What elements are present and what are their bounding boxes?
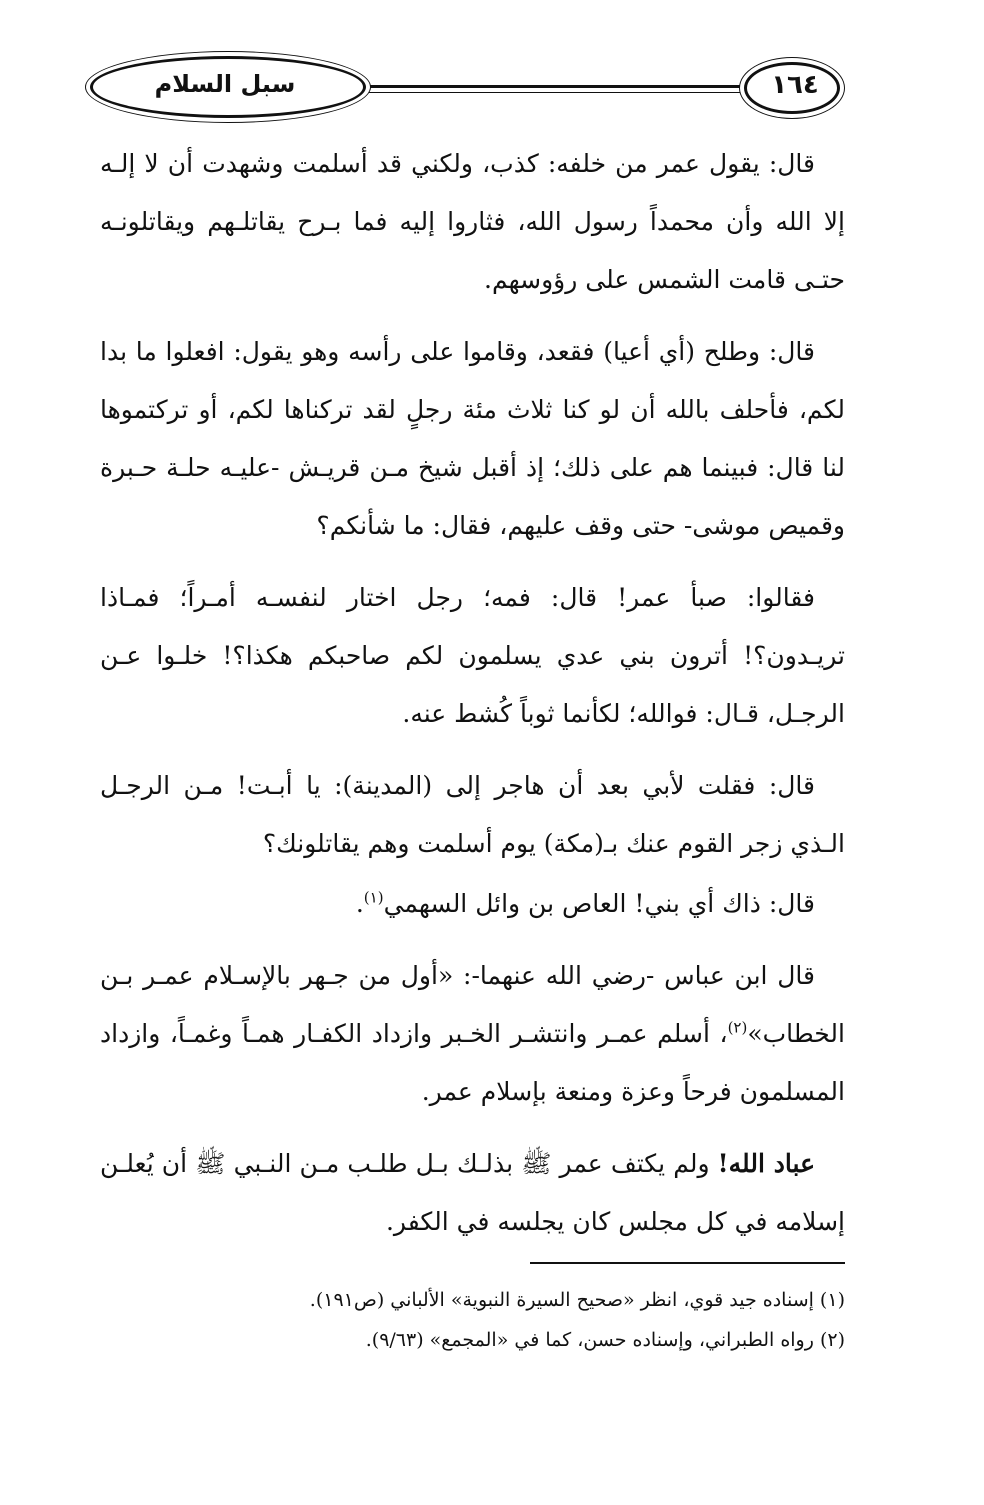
paragraph-4 [100,757,845,873]
paragraph-1 [100,135,845,309]
paragraph-7-lead: عباد الله! [717,1149,815,1178]
header-rule [330,85,740,88]
footnote-ref-1[interactable]: (١) [363,888,384,907]
paragraph-5 [100,875,845,933]
paragraph-7 [100,1135,845,1251]
footnotes [100,1280,845,1360]
paragraph-2-text: قال: وطلح (أي أعيا) فقعد، وقاموا على رأسه وهو يقول: افعلوا ما بدا لكم، فأحلف بالله أن لو كنا ثلاث مئة رجلٍ لقد تركناها لكم، أو تركتموها لنا قال: فبينما هم على ذلك؛ إذ أقبل شيخ مـن قريـش -عليـه حلـة حـبرة وقميص موشى- حتى وقف عليهم، فقال: ما شأنكم؟ [100,337,845,540]
footnote-2: (٢) رواه الطبراني، وإسناده حسن، كما في «المجمع» (٩/٦٣). [365,1329,845,1351]
paragraph-6 [100,947,845,1121]
page-number: ١٦٤ [771,70,819,100]
paragraph-6-tail: ، أسلم عمـر وانتشـر الخـبر وازداد الكفـار همـاً وغمـاً، وازداد المسلمون فرحاً وعزة ومنعة بإسلام عمر. [100,1019,845,1106]
footnote-separator [530,1262,845,1264]
paragraph-7-text: ولم يكتف عمر ﷺ بذلـك بـل طلـب مـن النـبي ﷺ أن يُعلـن إسلامه في كل مجلس كان يجلسه في الكفر. [100,1149,845,1236]
footnote-ref-2[interactable]: (٢) [727,1018,748,1037]
paragraph-4-text: قال: فقلت لأبي بعد أن هاجر إلى (المدينة): يا أبـت! مـن الرجـل الـذي زجر القوم عنك بـ(مكة) يوم أسلمت وهم يقاتلونك؟ [100,771,845,858]
footnote-1: (١) إسناده جيد قوي، انظر «صحيح السيرة النبوية» الألباني (ص١٩١). [309,1289,845,1311]
book-title: سبل السلام [154,70,296,98]
page-header [80,52,860,122]
body-text [100,135,845,1265]
paragraph-3 [100,569,845,743]
paragraph-6-text: قال ابن عباس -رضي الله عنهما-: «أول من جـهر بالإسـلام عمـر بـن الخطاب» [100,961,845,1048]
paragraph-5-tail: . [355,889,364,918]
paragraph-3-text: فقالوا: صبأ عمر! قال: فمه؛ رجل اختار لنفسـه أمـراً؛ فمـاذا تريـدون؟! أترون بني عدي يسلمون لكم صاحبكم هكذا؟! خلـوا عـن الرجـل، قـال: فوالله؛ لكأنما ثوباً كُشط عنه. [100,583,845,728]
paragraph-1-text: قال: يقول عمر من خلفه: كذب، ولكني قد أسلمت وشهدت أن لا إلـه إلا الله وأن محمداً رسول الله، فثاروا إليه فما بـرح يقاتلـهم ويقاتلونـه حتـى قامت الشمس على رؤوسهم. [100,149,845,294]
paragraph-5-text: قال: ذاك أي بني! العاص بن وائل السهمي [383,889,815,918]
paragraph-2 [100,323,845,555]
